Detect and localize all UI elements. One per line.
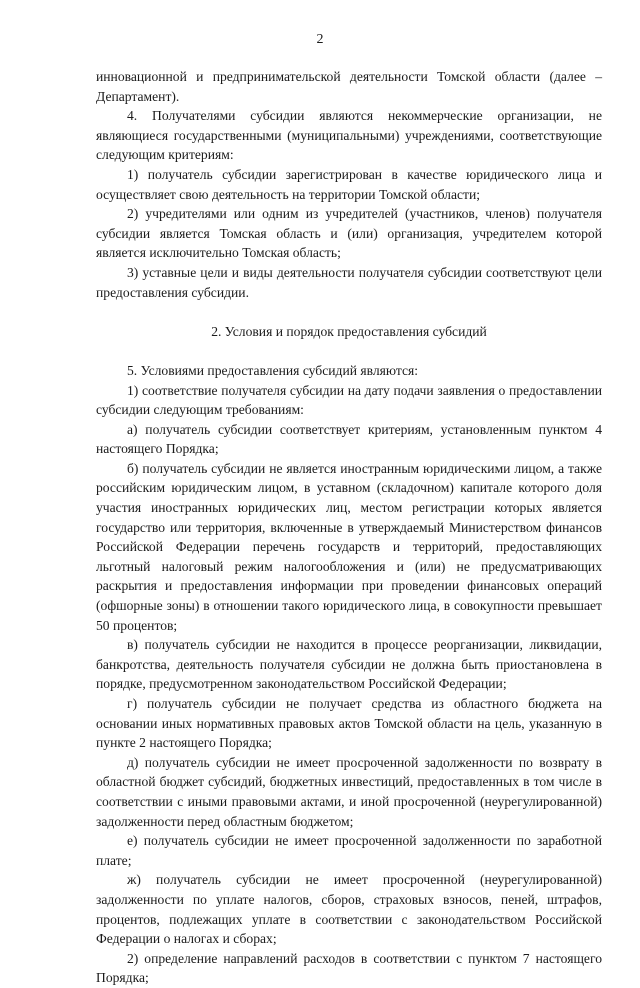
document-body [96,67,602,988]
paragraph-item-5: 5. Условиями предоставления субсидий являются: [127,362,419,378]
paragraph-criterion-2: 2) учредителями или одним из учредителей (участников, членов) получателя субсидии является Томская область и (или) организация, учредителем которой является исключительно Томская область; [96,206,602,261]
paragraph-condition-2: 2) определение направлений расходов в соответствии с пунктом 7 настоящего Порядка; [96,950,602,986]
paragraph-requirement-a: а) получатель субсидии соответствует критериям, установленным пунктом 4 настоящего Порядка; [96,421,602,457]
paragraph-requirement-zh: ж) получатель субсидии не имеет просроченной (неурегулированной) задолженности по уплате налогов, сборов, страховых взносов, пеней, штрафов, процентов, подлежащих уплате в соответствии с законодательством Российской Федерации о налогах и сборах; [96,872,602,947]
paragraph-requirement-g: г) получатель субсидии не получает средства из областного бюджета на основании иных нормативных правовых актов Томской области на цель, указанную в пункте 2 настоящего Порядка; [96,696,602,751]
paragraph-condition-1: 1) соответствие получателя субсидии на дату подачи заявления о предоставлении субсидии следующим требованиям: [96,382,602,418]
paragraph-requirement-e: е) получатель субсидии не имеет просроченной задолженности по заработной плате; [96,833,602,868]
paragraph-criterion-1: 1) получатель субсидии зарегистрирован в качестве юридического лица и осуществляет свою деятельность на территории Томской области; [96,166,602,202]
paragraph-continuation: инновационной и предпринимательской деятельности Томской области (далее – Департамент). [96,69,602,104]
section-heading: 2. Условия и порядок предоставления субсидий [211,323,487,339]
paragraph-item-4: 4. Получателями субсидии являются некоммерческие организации, не являющиеся государственными (муниципальными) учреждениями, соответствующие следующим критериям: [96,108,602,163]
paragraph-requirement-b: б) получатель субсидии не является иностранным юридическими лицом, а также российским юридическим лицом, в уставном (складочном) капитале которого доля участия иностранных юридических лиц, местом регистрации которых является государство или территория, включенные в утверждаемый Министерством финансов Российской Федерации перечень государств и территорий, предоставляющих льготный налоговый режим налогообложения и (или) не предусматривающих раскрытия и предоставления информации при проведении финансовых операций (офшорные зоны) в отношении такого юридического лица, в совокупности превышает 50 процентов; [96,460,602,633]
paragraph-criterion-3: 3) уставные цели и виды деятельности получателя субсидии соответствуют цели предоставления субсидии. [96,264,602,300]
paragraph-requirement-v: в) получатель субсидии не находится в процессе реорганизации, ликвидации, банкротства, деятельность получателя субсидии не должна быть приостановлена в порядке, предусмотренном законодательством Российской Федерации; [96,637,602,692]
paragraph-requirement-d: д) получатель субсидии не имеет просроченной задолженности по возврату в областной бюджет субсидий, бюджетных инвестиций, предоставленных в том числе в соответствии с иными правовыми актами, и иной просроченной (неурегулированной) задолженности перед областным бюджетом; [96,754,602,829]
page-number: 2 [316,32,324,47]
